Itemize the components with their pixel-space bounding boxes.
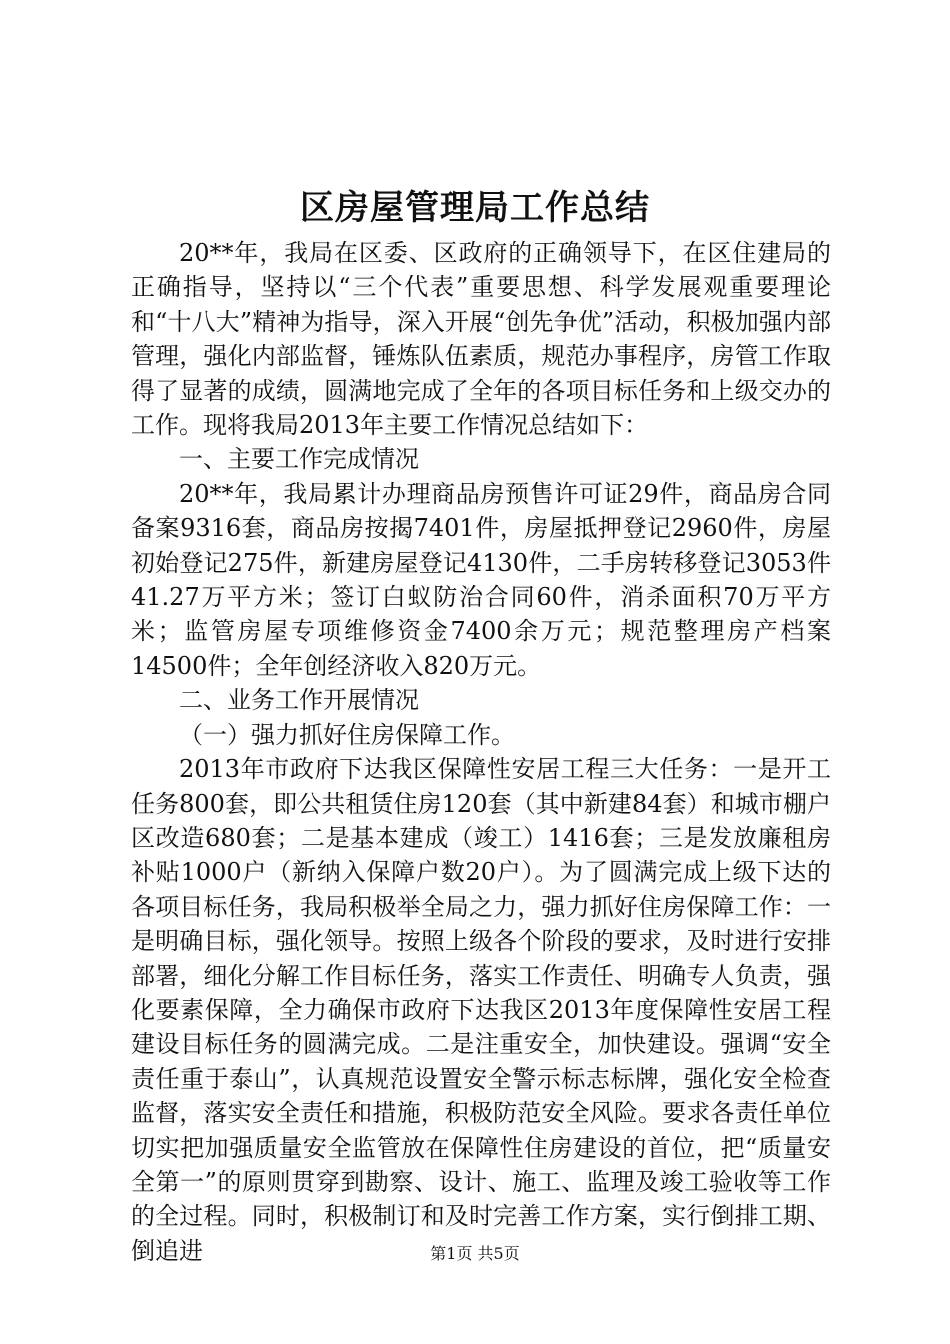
document-body xyxy=(131,236,831,1268)
page-number-footer: 第1页 共5页 xyxy=(430,1244,520,1263)
subsection-heading-1: （一）强力抓好住房保障工作。 xyxy=(179,720,515,749)
section-heading-2: 二、业务工作开展情况 xyxy=(179,686,419,715)
section-heading-1: 一、主要工作完成情况 xyxy=(179,445,419,474)
paragraph-intro: 20**年，我局在区委、区政府的正确领导下，在区住建局的正确指导，坚持以“三个代表”重要思想、科学发展观重要理论和“十八大”精神为指导，深入开展“创先争优”活动，积极加强内部管理，强化内部监督，锤炼队伍素质，规范办事程序，房管工作取得了显著的成绩，圆满地完成了全年的各项目标任务和上级交办的工作。现将我局2013年主要工作情况总结如下： xyxy=(131,239,831,440)
paragraph-statistics: 20**年，我局累计办理商品房预售许可证29件，商品房合同备案9316套，商品房按揭7401件，房屋抵押登记2960件，房屋初始登记275件，新建房屋登记4130件，二手房转移登记3053件41.27万平方米；签订白蚁防治合同60件，消杀面积70万平方米；监管房屋专项维修资金7400余万元；规范整理房产档案14500件；全年创经济收入820万元。 xyxy=(131,479,831,680)
document-title: 区房屋管理局工作总结 xyxy=(300,188,650,228)
paragraph-housing-security: 2013年市政府下达我区保障性安居工程三大任务：一是开工任务800套，即公共租赁住房120套（其中新建84套）和城市棚户区改造680套；二是基本建成（竣工）1416套；三是发放廉租房补贴1000户（新纳入保障户数20户）。为了圆满完成上级下达的各项目标任务，我局积极举全局之力，强力抓好住房保障工作：一是明确目标，强化领导。按照上级各个阶段的要求，及时进行安排部署，细化分解工作目标任务，落实工作责任、明确专人负责，强化要素保障，全力确保市政府下达我区2013年度保障性安居工程建设目标任务的圆满完成。二是注重安全，加快建设。强调“安全责任重于泰山”，认真规范设置安全警示标志标牌，强化安全检查监督，落实安全责任和措施，积极防范安全风险。要求各责任单位切实把加强质量安全监管放在保障性住房建设的首位，把“质量安全第一”的原则贯穿到勘察、设计、施工、监理及竣工验收等工作的全过程。同时，积极制订和及时完善工作方案，实行倒排工期、倒追进 xyxy=(131,755,831,1265)
